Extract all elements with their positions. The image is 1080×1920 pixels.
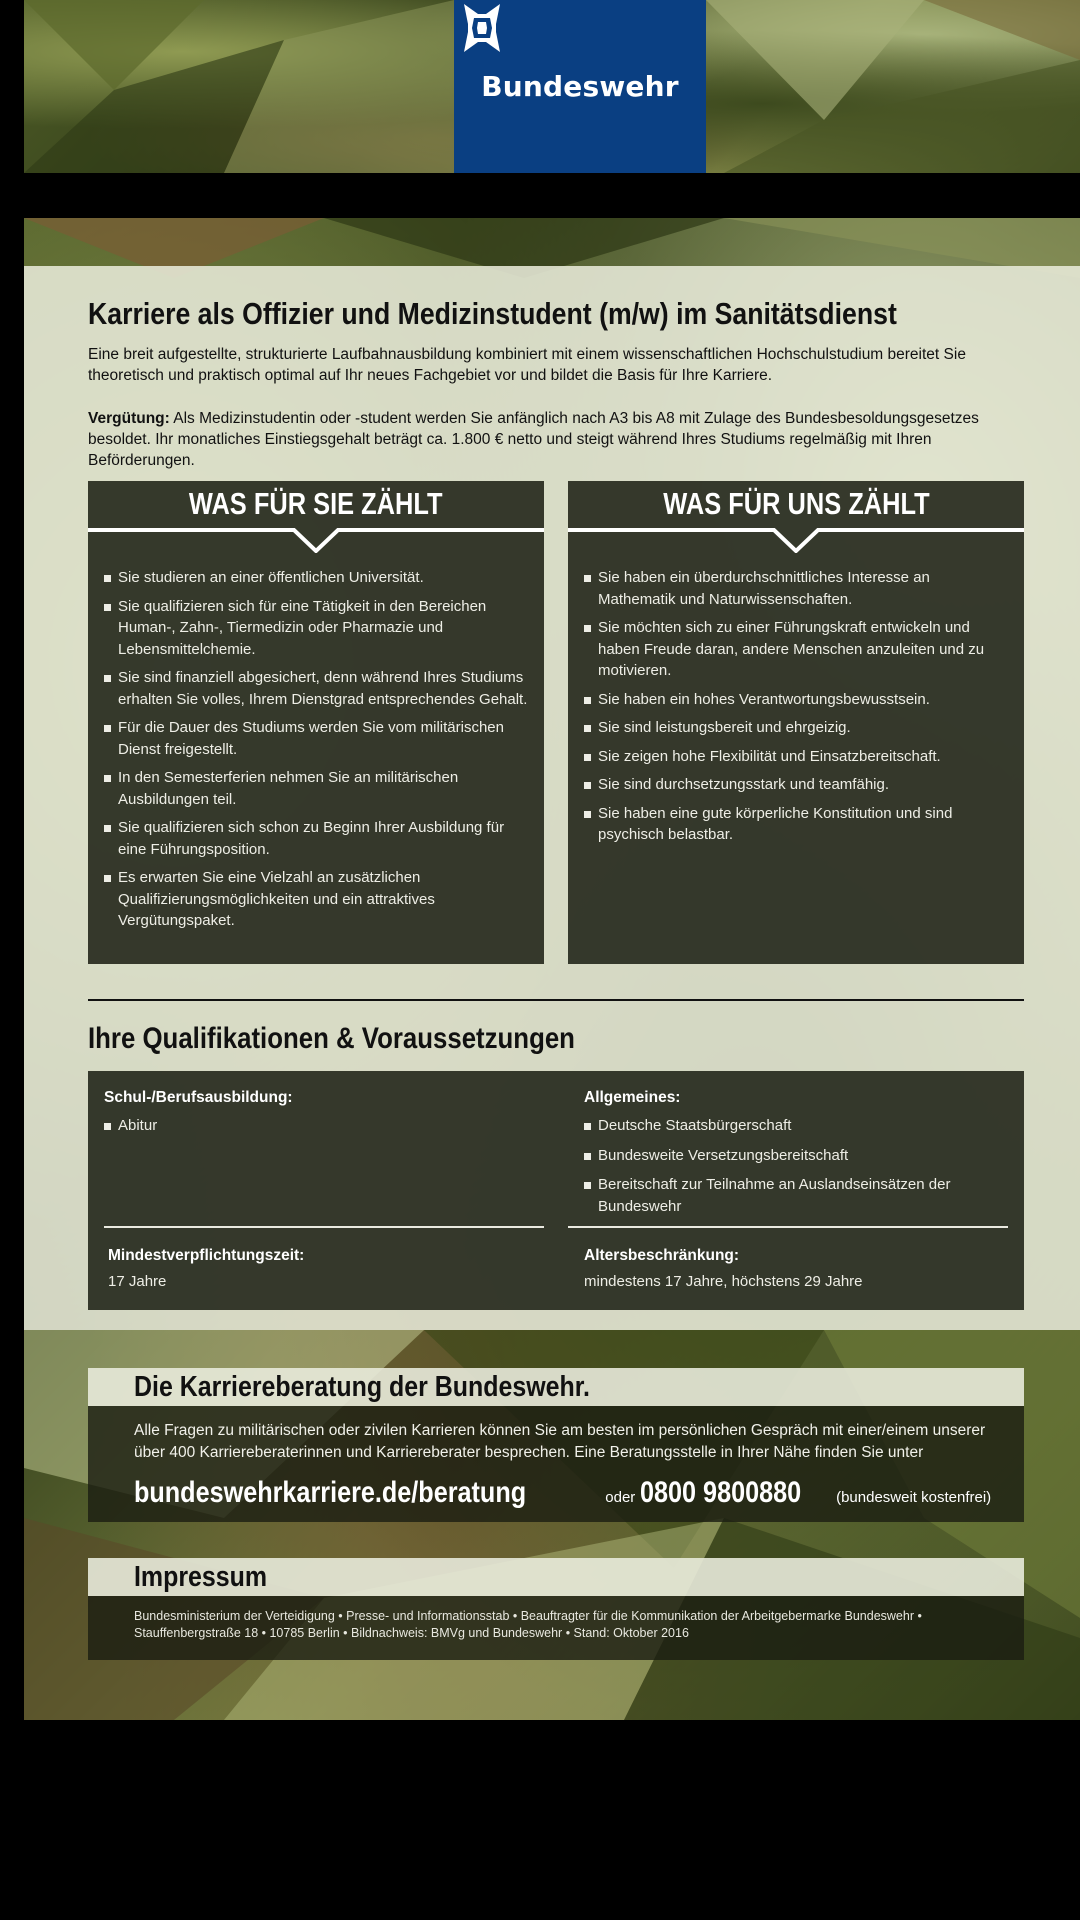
section-divider [88,999,1024,1001]
for-you-heading: WAS FÜR SIE ZÄHLT [189,486,443,521]
advice-header [88,1368,1024,1406]
age-label: Altersbeschränkung: [584,1247,740,1264]
bundeswehr-logo [454,0,706,173]
list-item: Bereitschaft zur Teilnahme an Auslandseinsätzen der Bundeswehr [584,1174,1004,1217]
for-us-heading: WAS FÜR UNS ZÄHLT [662,486,930,521]
chevron-down-icon [568,527,1024,553]
list-item: Deutsche Staatsbürgerschaft [584,1115,1004,1137]
list-item: Sie qualifizieren sich für eine Tätigkeit in den Bereichen Human-, Zahn-, Tiermedizin oder Pharmazie und Lebensmittelchemie. [104,596,528,661]
commitment-value: 17 Jahre [108,1273,167,1290]
qualifications-rule [104,1226,544,1228]
list-item: Sie studieren an einer öffentlichen Universität. [104,567,528,589]
phone-number[interactable]: 0800 9800880 [639,1476,801,1509]
chevron-down-icon [88,527,544,553]
list-item: Sie sind durchsetzungsstark und teamfähig. [584,774,1008,796]
education-list [104,1115,524,1137]
header-banner [24,0,1080,173]
list-item: Sie haben eine gute körperliche Konstitution und sind psychisch belastbar. [584,803,1008,846]
intro-text: Eine breit aufgestellte, strukturierte Laufbahnausbildung kombiniert mit einem wissenschaftlichen Hochschulstudium bereitet Sie theoretisch und praktisch optimal auf Ihr neues Fachgebiet vor und bildet die Basis für Ihre Karriere. [88,346,966,384]
for-us-box [568,481,1024,964]
list-item: Sie qualifizieren sich schon zu Beginn Ihrer Ausbildung für eine Führungsposition. [104,817,528,860]
list-item: Sie haben ein überdurchschnittliches Interesse an Mathematik und Naturwissenschaften. [584,567,1008,610]
advice-text: Alle Fragen zu militärischen oder zivilen Karrieren können Sie am besten im persönlichen Gespräch mit einer/einem unserer über 400 Karriereberaterinnen und Karriereberater besprechen. Eine Beratungsstelle in Ihrer Nähe finden Sie unter [134,1422,986,1461]
general-list [584,1115,1004,1217]
age-cell [584,1247,1004,1290]
advice-box [88,1406,1024,1522]
or-text: oder [605,1489,636,1506]
impressum-text: Bundesministerium der Verteidigung • Presse- und Informationsstab • Beauftragter für die Kommunikation der Arbeitgebermarke Bundeswehr • Stauffenbergstraße 18 • 10785 Berlin • Bildnachweis: BMVg und Bundeswehr • Stand: Oktober 2016 [134,1609,922,1640]
list-item: Sie sind leistungsbereit und ehrgeizig. [584,717,1008,739]
commitment-cell [108,1247,528,1290]
chevron-divider [568,527,1024,553]
for-you-list [88,553,544,932]
poster [24,218,1080,1720]
phone-note: (bundesweit kostenfrei) [836,1489,992,1506]
page-title: Karriere als Offizier und Medizinstudent (m/w) im Sanitätsdienst [88,296,897,331]
qualifications-box [88,1071,1024,1310]
list-item: Sie sind finanziell abgesichert, denn während Ihres Studiums erhalten Sie volles, Ihrem Dienstgrad entsprechendes Gehalt. [104,667,528,710]
chevron-divider [88,527,544,553]
education-label: Schul-/Berufsausbildung: [104,1089,293,1106]
brand-name: Bundeswehr [481,70,679,103]
commitment-label: Mindestverpflichtungszeit: [108,1247,305,1264]
list-item: Sie möchten sich zu einer Führungskraft entwickeln und haben Freude daran, andere Menschen anzuleiten und zu motivieren. [584,617,1008,682]
iron-cross-icon [454,0,510,56]
qualifications-rule [568,1226,1008,1228]
pay-text: Als Medizinstudentin oder -student werden Sie anfänglich nach A3 bis A8 mit Zulage des Bundesbesoldungsgesetzes besoldet. Ihr monatliches Einstiegsgehalt beträgt ca. 1.800 € netto und steigt während Ihres Studiums regelmäßig mit Ihren Beförderungen. [88,410,979,469]
list-item: Abitur [104,1115,524,1137]
education-cell [104,1089,524,1145]
impressum-box [88,1596,1024,1660]
for-you-box [88,481,544,964]
list-item: Sie haben ein hohes Verantwortungsbewusstsein. [584,689,1008,711]
for-us-list [568,553,1024,846]
pay-label: Vergütung: [88,410,170,427]
advice-url-link[interactable]: bundeswehrkarriere.de/beratung [134,1476,527,1509]
qualifications-heading: Ihre Qualifikationen & Voraussetzungen [88,1022,575,1055]
advice-heading: Die Karriereberatung der Bundeswehr. [134,1371,590,1403]
general-cell [584,1089,1004,1225]
list-item: Für die Dauer des Studiums werden Sie vom militärischen Dienst freigestellt. [104,717,528,760]
impressum-heading: Impressum [134,1561,268,1593]
list-item: Sie zeigen hohe Flexibilität und Einsatzbereitschaft. [584,746,1008,768]
list-item: Es erwarten Sie eine Vielzahl an zusätzlichen Qualifizierungsmöglichkeiten und ein attraktives Vergütungspaket. [104,867,528,932]
pay-paragraph [88,408,1018,471]
list-item: In den Semesterferien nehmen Sie an militärischen Ausbildungen teil. [104,767,528,810]
contact-line [134,1476,991,1510]
impressum-header [88,1558,1024,1596]
list-item: Bundesweite Versetzungsbereitschaft [584,1145,1004,1167]
age-value: mindestens 17 Jahre, höchstens 29 Jahre [584,1273,863,1290]
general-label: Allgemeines: [584,1089,681,1106]
